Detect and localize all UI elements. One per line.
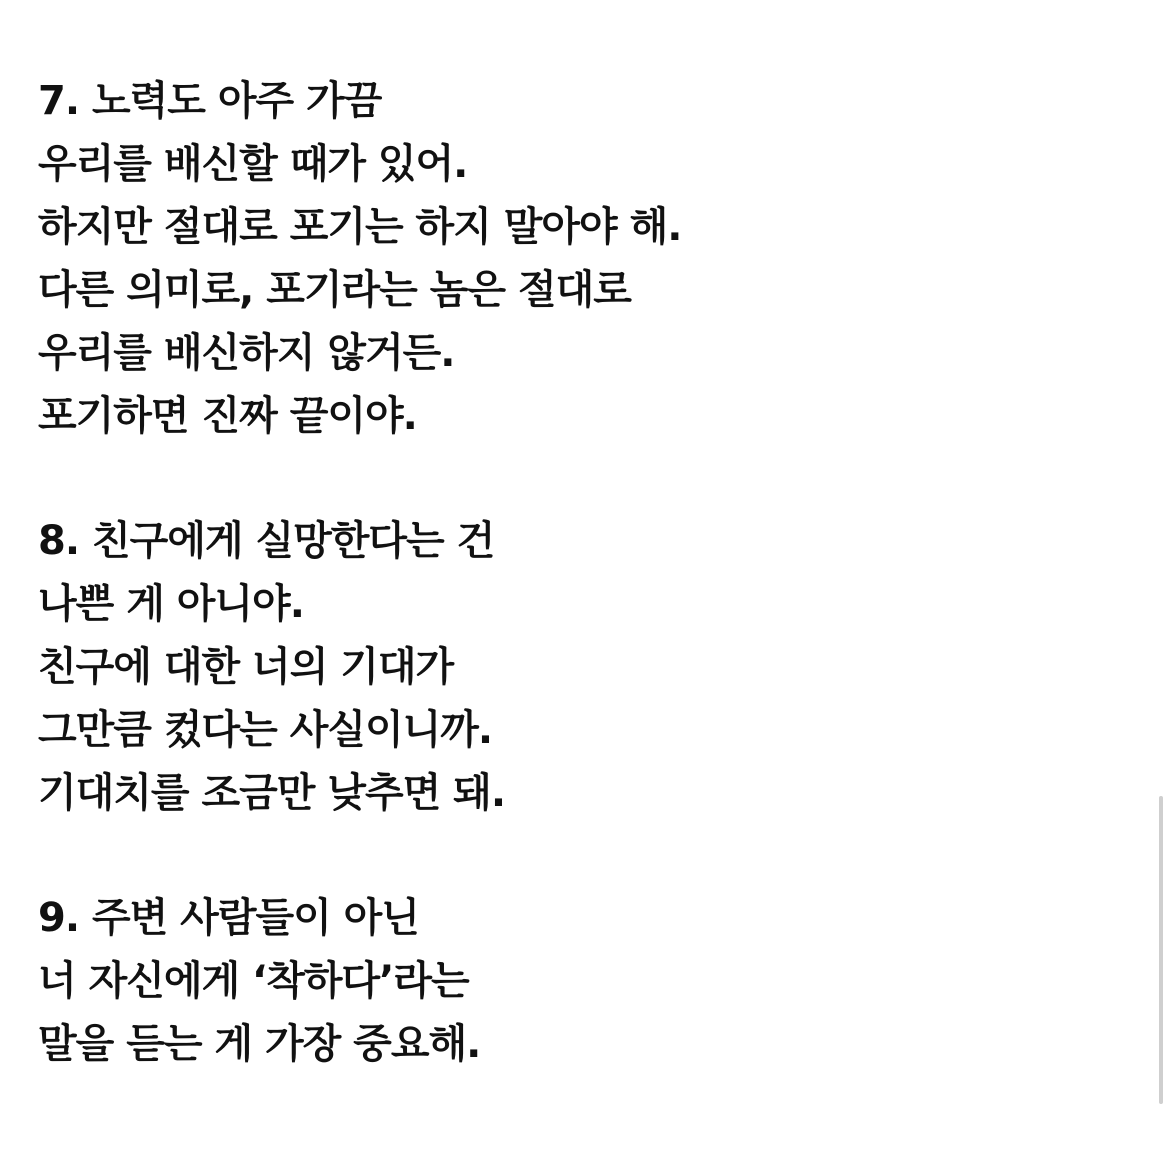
- text-line: 말을 듣는 게 가장 중요해.: [38, 1021, 481, 1067]
- section-heading-line: [38, 70, 1098, 133]
- text-line: 우리를 배신하지 않거든.: [38, 330, 455, 376]
- text-line: 주변 사람들이 아닌: [91, 895, 419, 941]
- section-9: [38, 887, 1098, 1076]
- section-heading-line: [38, 887, 1098, 950]
- text-line: 기대치를 조금만 낮추면 돼.: [38, 770, 506, 816]
- scrollbar-thumb[interactable]: [1159, 796, 1163, 1104]
- text-line: 너 자신에게 ‘착하다’라는: [38, 958, 469, 1004]
- section-number: 9.: [38, 895, 80, 941]
- document-body: [38, 70, 1098, 1138]
- section-7: [38, 70, 1098, 448]
- section-number: 8.: [38, 518, 80, 564]
- vertical-scrollbar[interactable]: [1158, 796, 1164, 1104]
- section-heading-line: [38, 510, 1098, 573]
- text-line: 노력도 아주 가끔: [91, 78, 382, 124]
- text-line: 하지만 절대로 포기는 하지 말아야 해.: [38, 204, 682, 250]
- text-line: 우리를 배신할 때가 있어.: [38, 141, 468, 187]
- section-number: 7.: [38, 78, 80, 124]
- text-line: 친구에게 실망한다는 건: [91, 518, 495, 564]
- text-line: 그만큼 컸다는 사실이니까.: [38, 707, 493, 753]
- text-line: 포기하면 진짜 끝이야.: [38, 393, 417, 439]
- text-line: 친구에 대한 너의 기대가: [38, 644, 454, 690]
- section-8: [38, 510, 1098, 825]
- text-line: 나쁜 게 아니야.: [38, 581, 304, 627]
- text-line: 다른 의미로, 포기라는 놈은 절대로: [38, 267, 631, 313]
